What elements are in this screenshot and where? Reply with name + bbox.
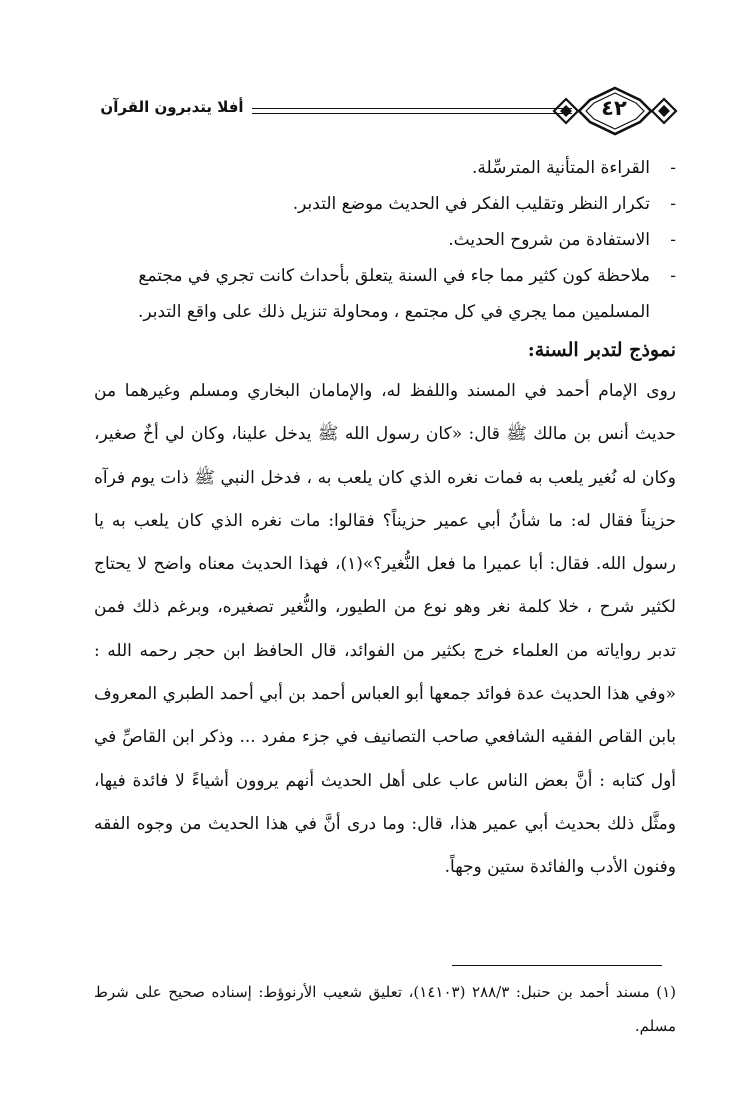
list-item-text: تكرار النظر وتقليب الفكر في الحديث موضع التدبر. <box>292 194 650 214</box>
list-item-text: ملاحظة كون كثير مما جاء في السنة يتعلق بأحداث كانت تجري في مجتمع المسلمين مما يجري في كل مجتمع ، ومحاولة تنزيل ذلك على واقع التدبر. <box>137 266 650 322</box>
footnote: (١) مسند أحمد بن حنبل: ٢٨٨/٣ (١٤١٠٣)، تعليق شعيب الأرنوؤط: إسناده صحيح على شرط مسلم. <box>94 983 677 1035</box>
list-item-text: القراءة المتأنية المترسِّلة. <box>472 158 650 178</box>
bullet-dash: - <box>670 230 676 250</box>
bullet-dash: - <box>670 158 676 178</box>
body-paragraph: روى الإمام أحمد في المسند واللفظ له، والإمامان البخاري ومسلم وغيرهما من حديث أنس بن مالك ﷺ قال: «كان رسول الله ﷺ يدخل علينا، وكان لي أخٌ صغير، وكان له نُغير يلعب به فمات نغره الذي كان يلعب به ، فدخل النبي ﷺ ذات يوم فرآه حزيناً فقال له: ما شأنُ أبي عمير حزيناً؟ فقالوا: مات نغره الذي كان يلعب به يا رسول الله. فقال: أبا عميرا ما فعل النُّغير؟»(١)، فهذا الحديث معناه واضح لا يحتاج لكثير شرح ، خلا كلمة نغر وهو نوع من الطيور، والنُّغير تصغيره، وبرغم ذلك فمن تدبر رواياته من العلماء خرج بكثير من الفوائد، قال الحافظ ابن حجر رحمه الله : «وفي هذا الحديث عدة فوائد جمعها أبو العباس أحمد بن أبي أحمد الطبري المعروف بابن القاص الفقيه الشافعي صاحب التصانيف في جزء مفرد ... وذكر ابن القاصِّ في أول كتابه : أنَّ بعض الناس عاب على أهل الحديث أنهم يروون أشياءً لا فائدة فيها، ومثَّل ذلك بحديث أبي عمير هذا، قال: وما درى أنَّ في هذا الحديث من وجوه الفقه وفنون الأدب والفائدة ستين وجهاً. <box>94 381 676 878</box>
list-item <box>94 222 676 258</box>
running-title: أفلا يتدبرون القرآن <box>92 98 252 116</box>
bullet-list <box>94 150 676 330</box>
footnote-separator <box>452 965 662 966</box>
list-item <box>94 186 676 222</box>
bullet-dash: - <box>670 266 676 286</box>
section-heading: نموذج لتدبر السنة: <box>527 339 676 361</box>
list-item-text: الاستفادة من شروح الحديث. <box>448 230 650 250</box>
list-item <box>94 150 676 186</box>
page-body <box>94 150 676 890</box>
list-item <box>94 258 676 330</box>
bullet-dash: - <box>670 194 676 214</box>
page-header <box>92 86 678 136</box>
page-number: ٤٢ <box>601 96 627 120</box>
